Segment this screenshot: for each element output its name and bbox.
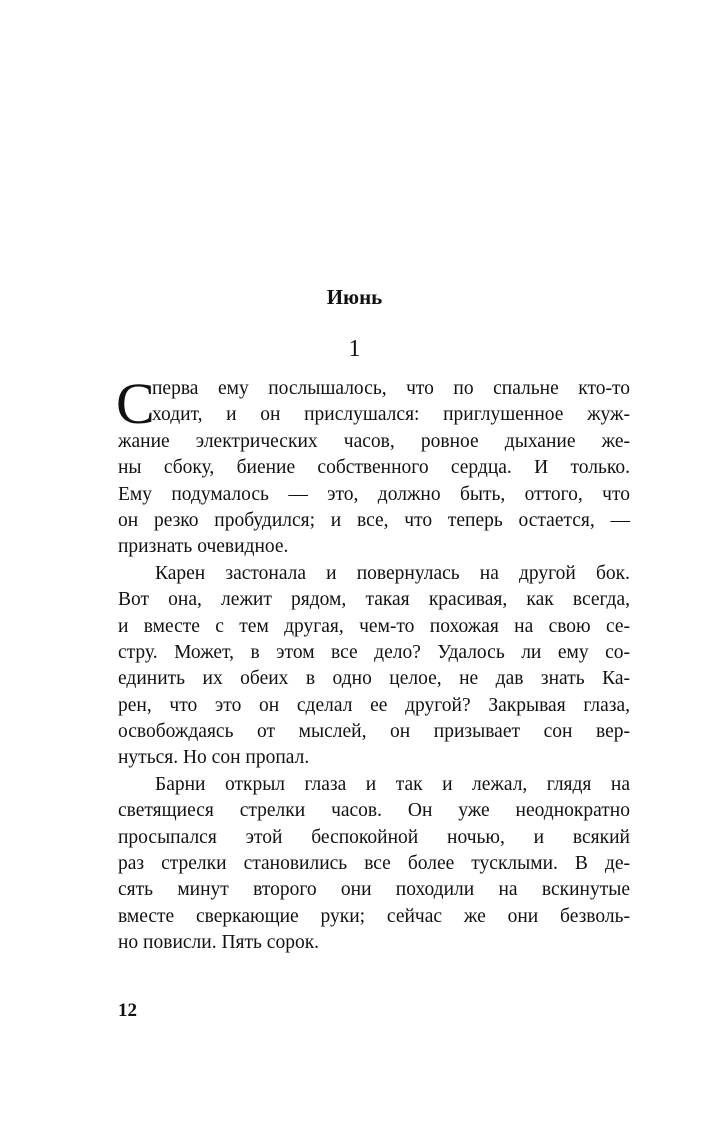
- text-line: ходит, и он прислушался: приглушенное жуж-: [152, 404, 630, 426]
- text-line: он резко пробудился; и все, что теперь остается, —: [118, 509, 630, 531]
- text-line: Барни открыл глаза и так и лежал, глядя на: [155, 773, 630, 795]
- text-line: раз стрелки становились все более тусклыми. В де-: [118, 853, 630, 875]
- text-line: рен, что это он сделал ее другой? Закрывая глаза,: [118, 694, 630, 716]
- text-line: единить их обеих в одно целое, не дав знать Ка-: [118, 668, 630, 690]
- text-line: ны сбоку, биение собственного сердца. И только.: [118, 457, 630, 479]
- text-line: вместе сверкающие руки; сейчас же они безволь-: [118, 905, 630, 927]
- chapter-number: 1: [348, 336, 361, 362]
- text-line: сять минут второго они походили на вскинутые: [118, 879, 630, 901]
- text-line: Вот она, лежит рядом, такая красивая, как всегда,: [118, 589, 630, 611]
- text-line: жание электрических часов, ровное дыхание же-: [118, 430, 630, 452]
- text-line: нуться. Но сон пропал.: [118, 747, 310, 769]
- text-line: стру. Может, в этом все дело? Удалось ли ему со-: [118, 641, 630, 663]
- text-line: светящиеся стрелки часов. Он уже неоднократно: [118, 800, 630, 822]
- text-line: просыпался этой беспокойной ночью, и всякий: [118, 826, 630, 848]
- text-line: но повисли. Пять сорок.: [118, 932, 320, 954]
- text-line: Ему подумалось — это, должно быть, оттого, что: [118, 483, 630, 505]
- drop-cap: С: [116, 371, 155, 436]
- body-text: [116, 371, 630, 957]
- text-line-content: перва ему послышалось, что по спальне кто-то: [152, 378, 630, 399]
- text-line: и вместе с тем другая, чем-то похожая на свою се-: [118, 615, 630, 637]
- chapter-title: Июнь: [326, 285, 383, 309]
- page-number: 12: [118, 1000, 137, 1021]
- text-line: признать очевидное.: [118, 536, 289, 558]
- text-line: освобождаясь от мыслей, он призывает сон вер-: [118, 721, 630, 743]
- text-line: Карен застонала и повернулась на другой бок.: [155, 562, 630, 584]
